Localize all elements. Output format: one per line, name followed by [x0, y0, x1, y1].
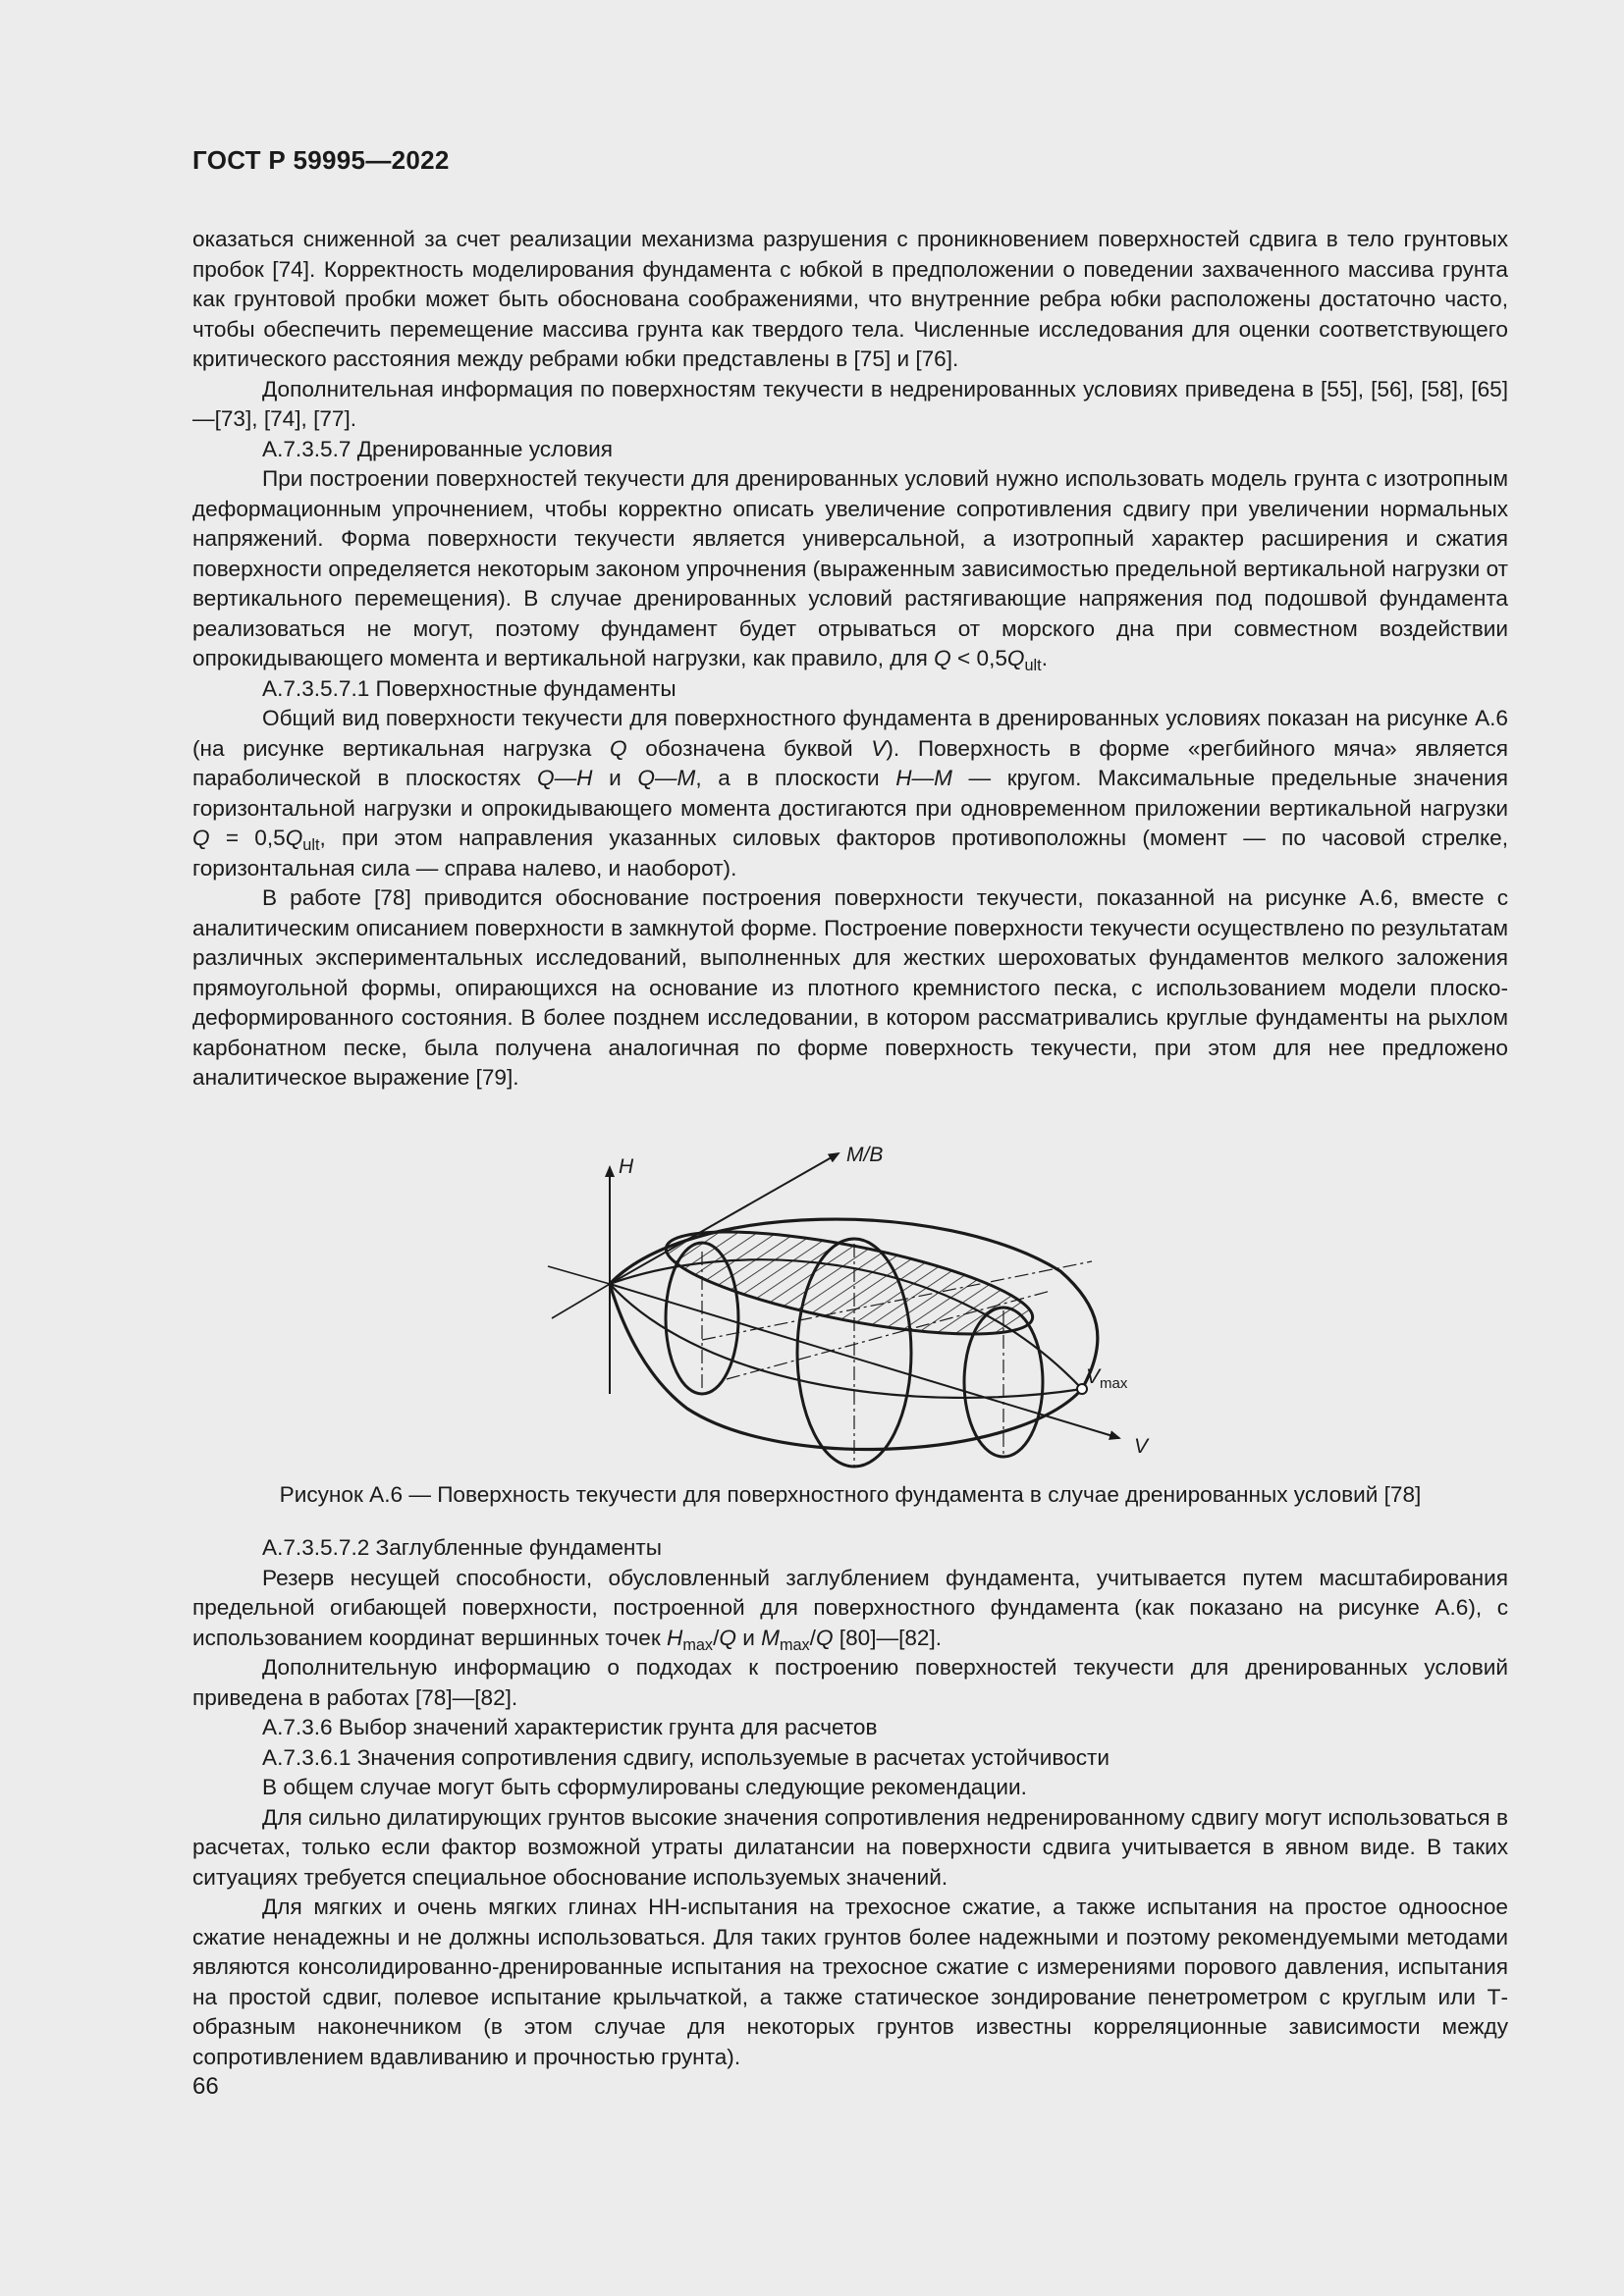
back-axis: [548, 1266, 610, 1284]
paragraph: Общий вид поверхности текучести для поверхностного фундамента в дренированных условиях показан на рисунке А.6 (на рисунке вертикальная нагрузка Q обозначена буквой V). Поверхность в форме «регбийного мяча» является параболической в плоскостях Q—H и Q—M, а в плоскости H—M — кругом. Максимальные предельные значения горизонтальной нагрузки и опрокидывающего момента достигаются при одновременном приложении вертикальной нагрузки $Q = 0,5Q_{ult}$, при этом направления указанных силовых факторов противоположны (момент — по часовой стрелке, горизонтальная сила — справа налево, и наоборот).: [192, 706, 1508, 881]
section-heading: А.7.3.6.1 Значения сопротивления сдвигу, используемые в расчетах устойчивости: [262, 1744, 1110, 1770]
section-heading: А.7.3.6 Выбор значений характеристик грунта для расчетов: [262, 1715, 878, 1739]
paragraph: оказаться сниженной за счет реализации механизма разрушения с проникновением поверхностей сдвига в тело грунтовых пробок [74]. Корректность моделирования фундамента с юбкой в предположении о поведении захваченного массива грунта как грунтовой пробки может быть обоснована соображениями, что внутренние ребра юбки расположены достаточно часто, чтобы обеспечить перемещение массива грунта как твердого тела. Численные исследования для оценки соответствующего критического расстояния между ребрами юбки представлены в [75] и [76].: [192, 227, 1508, 371]
v-axis-label: V: [1134, 1435, 1149, 1458]
page-number: 66: [192, 2073, 219, 2100]
vmax-label: $V_{max}$: [1086, 1365, 1128, 1392]
paragraph: Дополнительную информацию о подходах к построению поверхностей текучести для дренированных условий приведена в работах [78]—[82].: [192, 1655, 1508, 1710]
h-axis-label: H: [619, 1155, 634, 1178]
hatched-section: [659, 1210, 1040, 1355]
paragraph: В общем случае могут быть сформулированы следующие рекомендации.: [262, 1775, 1027, 1799]
yield-surface-figure: [530, 1134, 1159, 1472]
back-axis-lower: [552, 1284, 610, 1318]
section-heading: А.7.3.5.7 Дренированные условия: [262, 436, 613, 461]
paragraph: В работе [78] приводится обоснование построения поверхности текучести, показанной на рисунке А.6, вместе с аналитическим описанием поверхности в замкнутой форме. Построение поверхности текучести осуществлено по результатам различных экспериментальных исследований, выполненных для жестких шероховатых фундаментов мелкого заложения прямоугольной формы, опирающихся на основание из плотного кремнистого песка, с использованием модели плоско-деформированного состояния. В более позднем исследовании, в котором рассматривались круглые фундаменты на рыхлом карбонатном песке, была получена аналогичная по форме поверхность текучести, при этом для нее предложено аналитическое выражение [79].: [192, 885, 1508, 1090]
figure-caption: Рисунок А.6 — Поверхность текучести для поверхностного фундамента в случае дренированных условий [78]: [279, 1482, 1422, 1507]
paragraph: При построении поверхностей текучести для дренированных условий нужно использовать модель грунта с изотропным деформационным упрочнением, чтобы корректно описать увеличение сопротивления сдвигу при увеличении нормальных напряжений. Форма поверхности текучести является универсальной, а изотропный характер расширения и сжатия поверхности определяется некоторым законом упрочнения (выраженным зависимостью предельной вертикальной нагрузки от вертикального перемещения). В случае дренированных условий растягивающие напряжения под подошвой фундамента реализоваться не могут, поэтому фундамент будет отрываться от морского дна при совместном воздействии опрокидывающего момента и вертикальной нагрузки, как правило, для $Q < 0,5Q_{ult}$.: [192, 466, 1508, 674]
section-heading: А.7.3.5.7.2 Заглубленные фундаменты: [262, 1535, 662, 1560]
mb-axis-label: M/B: [846, 1144, 884, 1166]
paragraph: Дополнительная информация по поверхностям текучести в недренированных условиях приведена в [55], [56], [58], [65]—[73], [74], [77].: [192, 376, 1508, 431]
text-block-lower: [192, 1533, 1508, 2072]
paragraph: Для сильно дилатирующих грунтов высокие значения сопротивления недренированному сдвигу могут использоваться в расчетах, только если фактор возможной утраты дилатансии на поверхности сдвига учитывается в явном виде. В таких ситуациях требуется специальное обоснование используемых значений.: [192, 1804, 1508, 1890]
paragraph: Для мягких и очень мягких глинах НН-испытания на трехосное сжатие, а также испытания на простое одноосное сжатие ненадежны и не должны использоваться. Для таких грунтов более надежными и поэтому рекомендуемыми методами являются консолидированно-дренированные испытания на трехосное сжатие с измерениями порового давления, испытания на простой сдвиг, полевое испытание крыльчаткой, а также статическое зондирование пенетрометром с круглым или Т-образным наконечником (в этом случае для некоторых грунтов известны корреляционные зависимости между сопротивлением вдавливанию и прочностью грунта).: [192, 1895, 1508, 2069]
document-code-header: ГОСТ Р 59995—2022: [192, 145, 450, 175]
paragraph: Резерв несущей способности, обусловленный заглублением фундамента, учитывается путем масштабирования предельной огибающей поверхности, построенной для поверхностного фундамента (как показано на рисунке А.6), с использованием координат вершинных точек $H_{max}/Q$ и $M_{max}/Q$ [80]—[82].: [192, 1565, 1508, 1654]
section-heading: А.7.3.5.7.1 Поверхностные фундаменты: [262, 675, 677, 701]
text-block-upper: [192, 225, 1508, 1094]
